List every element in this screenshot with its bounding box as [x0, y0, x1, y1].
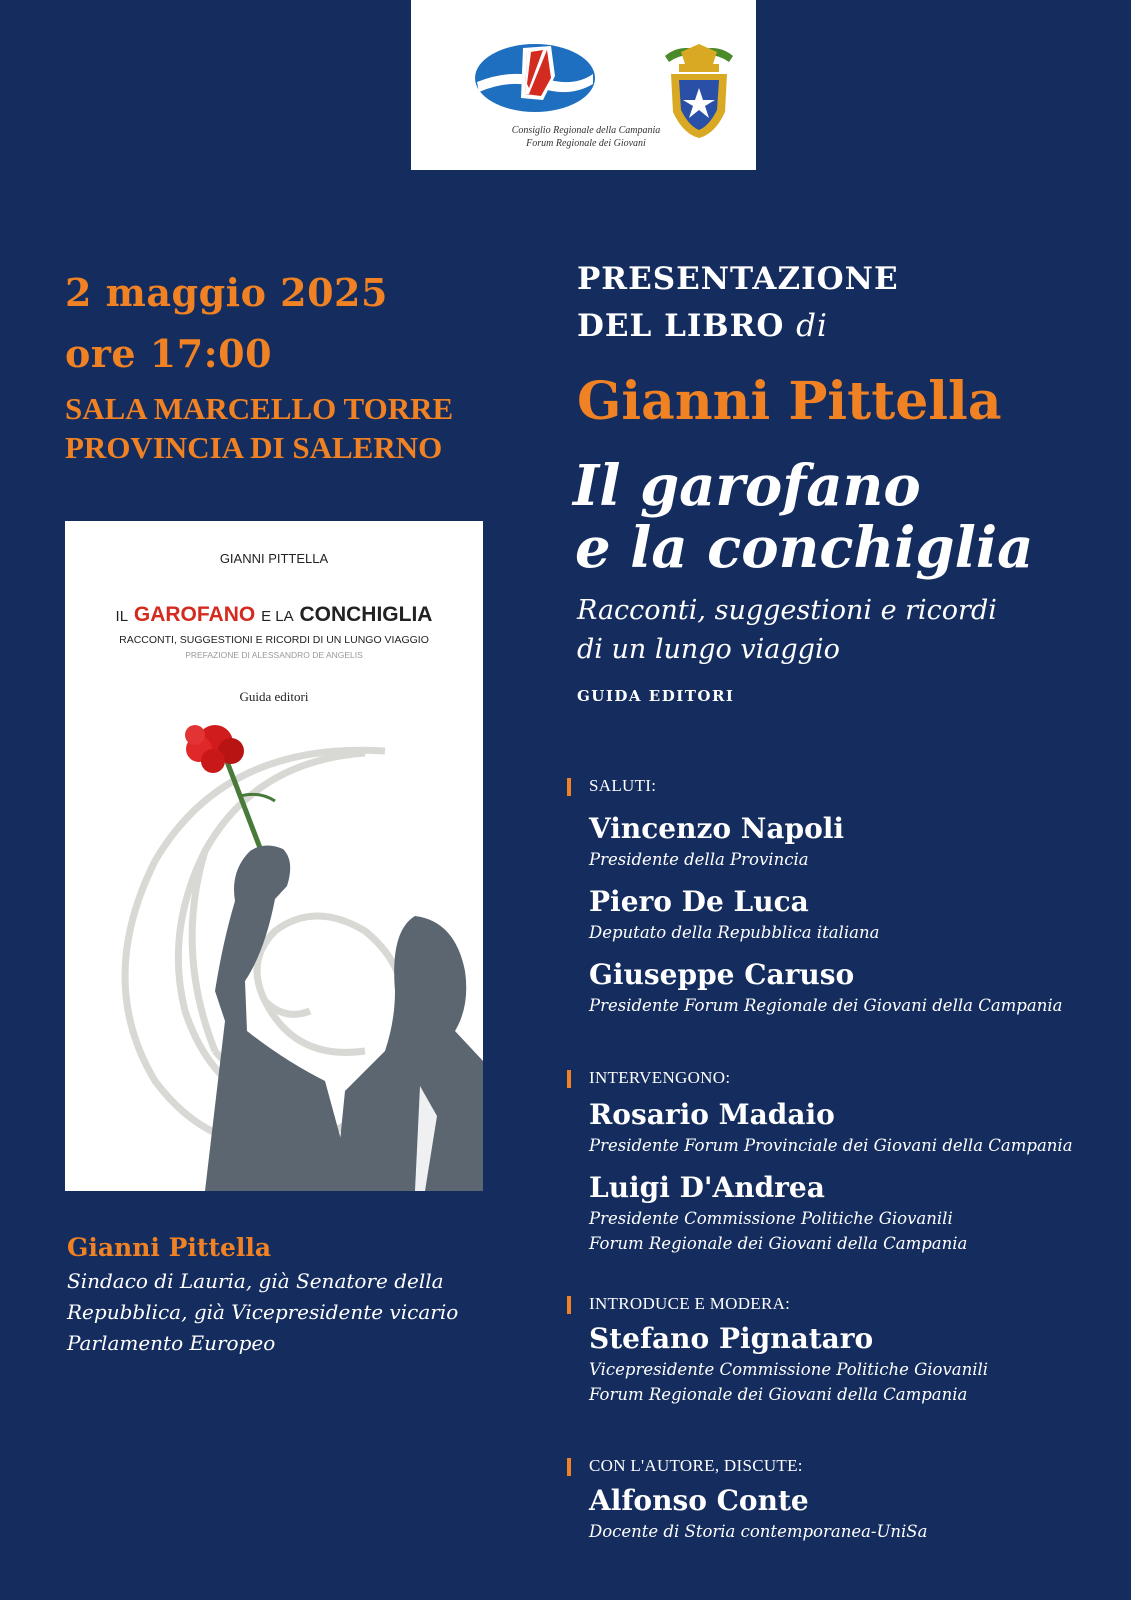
event-venue-line2: PROVINCIA DI SALERNO — [65, 430, 443, 465]
bio-name: Gianni Pittella — [67, 1233, 272, 1262]
book-subtitle-line2: di un lungo viaggio — [577, 634, 840, 665]
cover-author: GIANNI PITTELLA — [219, 551, 329, 566]
speaker-name-caruso: Giuseppe Caruso — [589, 958, 855, 991]
cover-illustration — [65, 721, 483, 1191]
cover-preface: PREFAZIONE DI ALESSANDRO DE ANGELIS — [185, 650, 363, 660]
book-cover — [65, 521, 483, 1191]
speaker-name-madaio: Rosario Madaio — [589, 1098, 835, 1131]
red-carnation-icon — [185, 725, 275, 861]
event-venue-line1: SALA MARCELLO TORRE — [65, 391, 454, 426]
cover-subtitle: RACCONTI, SUGGESTIONI E RICORDI DI UN LUNGO VIAGGIO — [119, 634, 429, 646]
book-subtitle-line1: Racconti, suggestioni e ricordi — [577, 595, 997, 626]
presentation-line1: PRESENTAZIONE — [577, 261, 899, 297]
presentation-line2-text: DEL LIBRO — [577, 308, 785, 344]
consiglio-regionale-campania-logo — [473, 38, 597, 116]
speaker-role-madaio: Presidente Forum Provinciale dei Giovani della Campania — [589, 1136, 1073, 1155]
section-label-discute: CON L'AUTORE, DISCUTE: — [589, 1456, 803, 1475]
logo-caption — [441, 124, 731, 150]
cover-title-il: IL — [115, 608, 129, 625]
section-bar-discute — [567, 1458, 571, 1476]
logo-caption-line1: Consiglio Regionale della Campania — [511, 125, 661, 136]
bio-line2: Repubblica, già Vicepresidente vicario — [67, 1300, 459, 1324]
speaker-role-caruso: Presidente Forum Regionale dei Giovani della Campania — [589, 996, 1063, 1015]
presentation-di: di — [796, 308, 828, 344]
logo-header — [411, 0, 756, 170]
cover-publisher: Guida editori — [239, 689, 309, 704]
section-label-intervengono: INTERVENGONO: — [589, 1068, 731, 1087]
section-bar-intervengono — [567, 1070, 571, 1088]
speaker-name-pignataro: Stefano Pignataro — [589, 1322, 874, 1355]
bio-line3: Parlamento Europeo — [67, 1331, 276, 1355]
speaker-role-de-luca: Deputato della Repubblica italiana — [589, 923, 880, 942]
cover-title-garofano: GAROFANO — [133, 603, 256, 626]
book-publisher: GUIDA EDITORI — [577, 687, 735, 705]
section-label-saluti: SALUTI: — [589, 776, 657, 795]
speaker-role-pignataro-line2: Forum Regionale dei Giovani della Campania — [589, 1385, 968, 1404]
speaker-role-napoli: Presidente della Provincia — [589, 850, 809, 869]
speaker-name-napoli: Vincenzo Napoli — [589, 812, 845, 845]
presentation-author: Gianni Pittella — [577, 371, 1002, 432]
speaker-name-de-luca: Piero De Luca — [589, 885, 809, 918]
section-bar-saluti — [567, 778, 571, 796]
speaker-role-conte: Docente di Storia contemporanea-UniSa — [589, 1522, 928, 1541]
logo-caption-line2: Forum Regionale dei Giovani — [526, 138, 646, 149]
cover-title-conchiglia: CONCHIGLIA — [299, 603, 433, 626]
speaker-role-pignataro-line1: Vicepresidente Commissione Politiche Giovanili — [589, 1360, 989, 1379]
cover-title-e-la: E LA — [261, 608, 294, 625]
event-time: ore 17:00 — [65, 331, 273, 376]
presentation-line2 — [577, 302, 828, 350]
section-bar-modera — [567, 1296, 571, 1314]
cover-title — [65, 603, 483, 627]
book-title-line1: Il garofano — [573, 453, 921, 519]
book-title-line2: e la conchiglia — [575, 515, 1034, 581]
speaker-name-conte: Alfonso Conte — [589, 1484, 809, 1517]
man-silhouette-icon — [205, 845, 483, 1191]
section-label-modera: INTRODUCE E MODERA: — [589, 1294, 791, 1313]
event-date: 2 maggio 2025 — [65, 270, 388, 315]
bio-line1: Sindaco di Lauria, già Senatore della — [67, 1269, 444, 1293]
speaker-role-dandrea-line2: Forum Regionale dei Giovani della Campania — [589, 1234, 968, 1253]
speaker-name-dandrea: Luigi D'Andrea — [589, 1171, 825, 1204]
speaker-role-dandrea-line1: Presidente Commissione Politiche Giovanili — [589, 1209, 953, 1228]
